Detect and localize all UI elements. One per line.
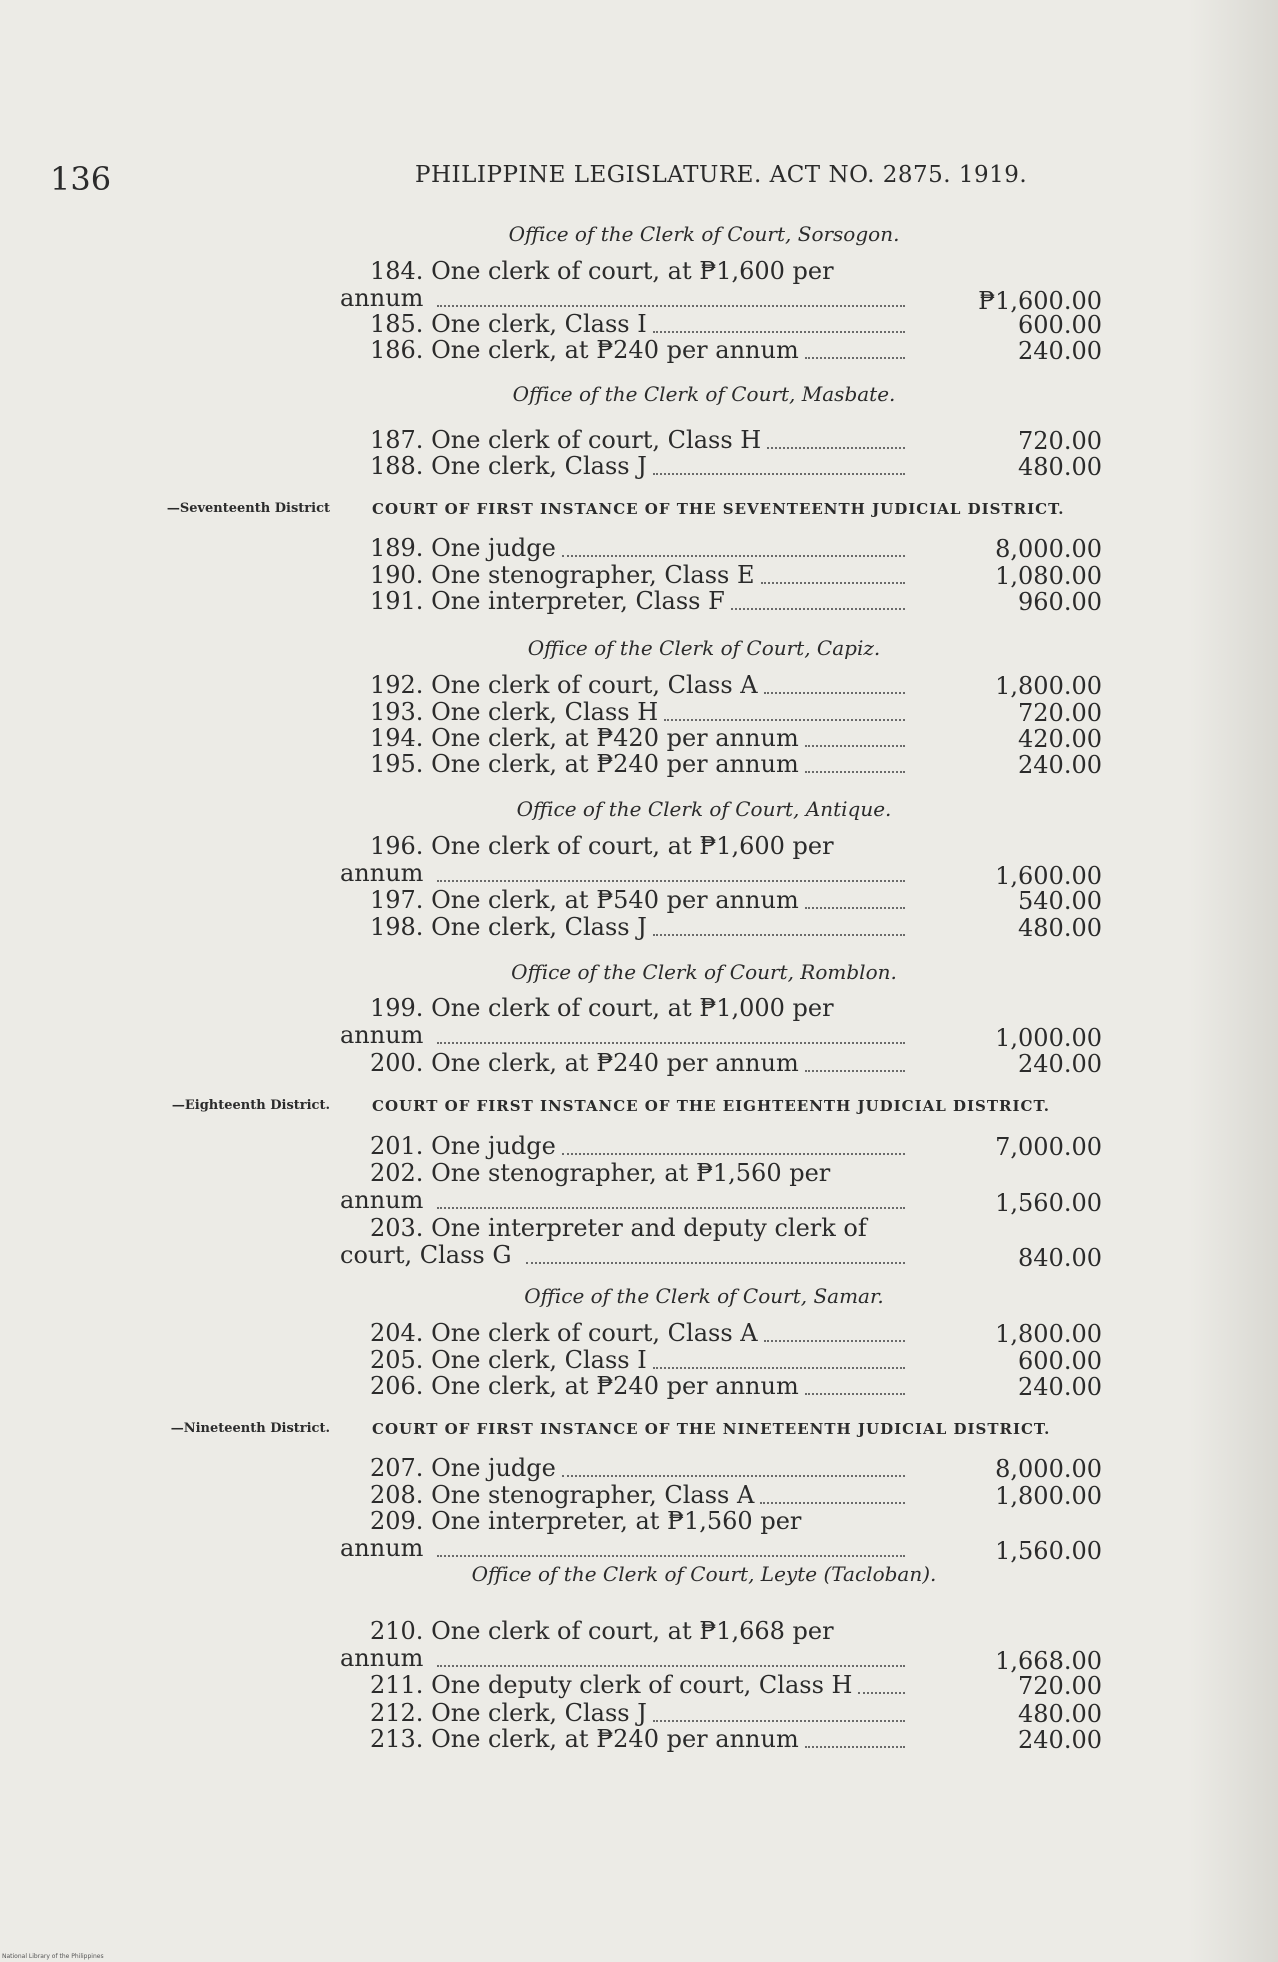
dot-leader — [653, 331, 905, 333]
item-description-continued: annum — [340, 859, 424, 887]
marginal-note: —Eighteenth District. — [171, 1098, 330, 1113]
item-description: 193. One clerk, Class H — [370, 698, 659, 726]
item-description: 204. One clerk of court, Class A — [370, 1319, 758, 1347]
dot-leader — [653, 473, 905, 475]
dot-leader — [562, 1153, 905, 1155]
item-amount: 240.00 — [1018, 1373, 1102, 1401]
item-amount: 480.00 — [1018, 1700, 1102, 1728]
item-description: 206. One clerk, at ₱240 per annum — [370, 1372, 799, 1400]
dot-leader — [731, 608, 905, 610]
item-description: 184. One clerk of court, at ₱1,600 per — [370, 257, 834, 285]
office-heading: Office of the Clerk of Court, Romblon. — [511, 960, 897, 984]
dot-leader — [437, 305, 905, 307]
dot-leader — [562, 555, 905, 557]
office-heading: Office of the Clerk of Court, Samar. — [524, 1284, 884, 1308]
marginal-note: —Nineteenth District. — [170, 1421, 330, 1436]
dot-leader — [805, 1393, 905, 1395]
running-head: PHILIPPINE LEGISLATURE. ACT NO. 2875. 1919. — [415, 162, 1028, 188]
item-amount: 240.00 — [1018, 1726, 1102, 1754]
item-description: 201. One judge — [370, 1132, 556, 1160]
item-amount: 7,000.00 — [995, 1133, 1102, 1161]
dot-leader — [653, 1720, 905, 1722]
district-heading: COURT OF FIRST INSTANCE OF THE NINETEENTH JUDICIAL DISTRICT. — [372, 1420, 1051, 1438]
item-amount: 600.00 — [1018, 1347, 1102, 1375]
item-description: 186. One clerk, at ₱240 per annum — [370, 336, 799, 364]
dot-leader — [805, 745, 905, 747]
item-amount: 1,800.00 — [995, 1482, 1102, 1510]
dot-leader — [664, 719, 905, 721]
item-description-continued: court, Class G — [340, 1241, 512, 1269]
item-amount: 1,560.00 — [995, 1537, 1102, 1565]
dot-leader — [526, 1262, 905, 1264]
item-amount: 480.00 — [1018, 453, 1102, 481]
item-description: 196. One clerk of court, at ₱1,600 per — [370, 832, 834, 860]
item-description-continued: annum — [340, 1534, 424, 1562]
item-description: 209. One interpreter, at ₱1,560 per — [370, 1507, 802, 1535]
item-description: 207. One judge — [370, 1454, 556, 1482]
office-heading: Office of the Clerk of Court, Sorsogon. — [508, 222, 900, 246]
dot-leader — [858, 1692, 905, 1694]
item-amount: 720.00 — [1018, 1672, 1102, 1700]
office-heading: Office of the Clerk of Court, Capiz. — [527, 636, 881, 660]
item-description: 187. One clerk of court, Class H — [370, 426, 762, 454]
item-description: 211. One deputy clerk of court, Class H — [370, 1671, 853, 1699]
item-amount: 1,080.00 — [995, 562, 1102, 590]
item-description: 205. One clerk, Class I — [370, 1346, 647, 1374]
item-amount: 540.00 — [1018, 887, 1102, 915]
dot-leader — [653, 1367, 905, 1369]
office-heading: Office of the Clerk of Court, Leyte (Tacloban). — [471, 1562, 937, 1586]
item-amount: 960.00 — [1018, 588, 1102, 616]
item-description: 188. One clerk, Class J — [370, 452, 647, 480]
item-amount: 240.00 — [1018, 337, 1102, 365]
item-amount: 1,000.00 — [995, 1024, 1102, 1052]
item-description: 208. One stenographer, Class A — [370, 1481, 755, 1509]
item-amount: 240.00 — [1018, 751, 1102, 779]
item-amount: 1,600.00 — [995, 862, 1102, 890]
item-description: 194. One clerk, at ₱420 per annum — [370, 724, 799, 752]
dot-leader — [437, 880, 905, 882]
dot-leader — [761, 582, 906, 584]
item-amount: ₱1,600.00 — [978, 287, 1102, 315]
item-description-continued: annum — [340, 1021, 424, 1049]
district-heading: COURT OF FIRST INSTANCE OF THE EIGHTEENTH JUDICIAL DISTRICT. — [372, 1097, 1050, 1115]
dot-leader — [805, 907, 905, 909]
item-description: 203. One interpreter and deputy clerk of — [370, 1214, 867, 1242]
dot-leader — [767, 447, 905, 449]
item-amount: 1,800.00 — [995, 672, 1102, 700]
item-amount: 840.00 — [1018, 1244, 1102, 1272]
dot-leader — [437, 1665, 905, 1667]
item-amount: 8,000.00 — [995, 1455, 1102, 1483]
item-description: 198. One clerk, Class J — [370, 913, 647, 941]
office-heading: Office of the Clerk of Court, Masbate. — [512, 382, 896, 406]
item-description: 190. One stenographer, Class E — [370, 561, 755, 589]
item-description: 192. One clerk of court, Class A — [370, 671, 758, 699]
page-number: 136 — [50, 160, 112, 198]
scan-footer-note: National Library of the Philippines — [2, 1953, 104, 1960]
page-edge-shadow — [1188, 0, 1278, 1962]
item-amount: 420.00 — [1018, 725, 1102, 753]
dot-leader — [562, 1475, 905, 1477]
item-description: 199. One clerk of court, at ₱1,000 per — [370, 994, 834, 1022]
item-description: 210. One clerk of court, at ₱1,668 per — [370, 1617, 834, 1645]
dot-leader — [437, 1555, 905, 1557]
item-amount: 1,668.00 — [995, 1647, 1102, 1675]
item-description: 197. One clerk, at ₱540 per annum — [370, 886, 799, 914]
item-amount: 1,800.00 — [995, 1320, 1102, 1348]
dot-leader — [760, 1502, 905, 1504]
dot-leader — [437, 1042, 905, 1044]
dot-leader — [805, 771, 905, 773]
item-amount: 720.00 — [1018, 699, 1102, 727]
dot-leader — [764, 1340, 905, 1342]
district-heading: COURT OF FIRST INSTANCE OF THE SEVENTEENTH JUDICIAL DISTRICT. — [372, 500, 1065, 518]
dot-leader — [653, 934, 905, 936]
item-amount: 600.00 — [1018, 311, 1102, 339]
item-description: 195. One clerk, at ₱240 per annum — [370, 750, 799, 778]
dot-leader — [805, 1070, 905, 1072]
item-amount: 480.00 — [1018, 914, 1102, 942]
item-description: 200. One clerk, at ₱240 per annum — [370, 1049, 799, 1077]
item-amount: 8,000.00 — [995, 535, 1102, 563]
marginal-note: —Seventeenth District — [166, 501, 330, 516]
item-description-continued: annum — [340, 284, 424, 312]
item-description: 213. One clerk, at ₱240 per annum — [370, 1725, 799, 1753]
office-heading: Office of the Clerk of Court, Antique. — [516, 797, 892, 821]
item-description: 189. One judge — [370, 534, 556, 562]
item-description: 212. One clerk, Class J — [370, 1699, 647, 1727]
item-amount: 240.00 — [1018, 1050, 1102, 1078]
item-description: 185. One clerk, Class I — [370, 310, 647, 338]
item-description-continued: annum — [340, 1644, 424, 1672]
item-description: 202. One stenographer, at ₱1,560 per — [370, 1159, 831, 1187]
dot-leader — [805, 357, 905, 359]
item-amount: 1,560.00 — [995, 1189, 1102, 1217]
item-amount: 720.00 — [1018, 427, 1102, 455]
dot-leader — [437, 1207, 905, 1209]
item-description-continued: annum — [340, 1186, 424, 1214]
dot-leader — [805, 1746, 905, 1748]
dot-leader — [764, 692, 905, 694]
item-description: 191. One interpreter, Class F — [370, 587, 725, 615]
